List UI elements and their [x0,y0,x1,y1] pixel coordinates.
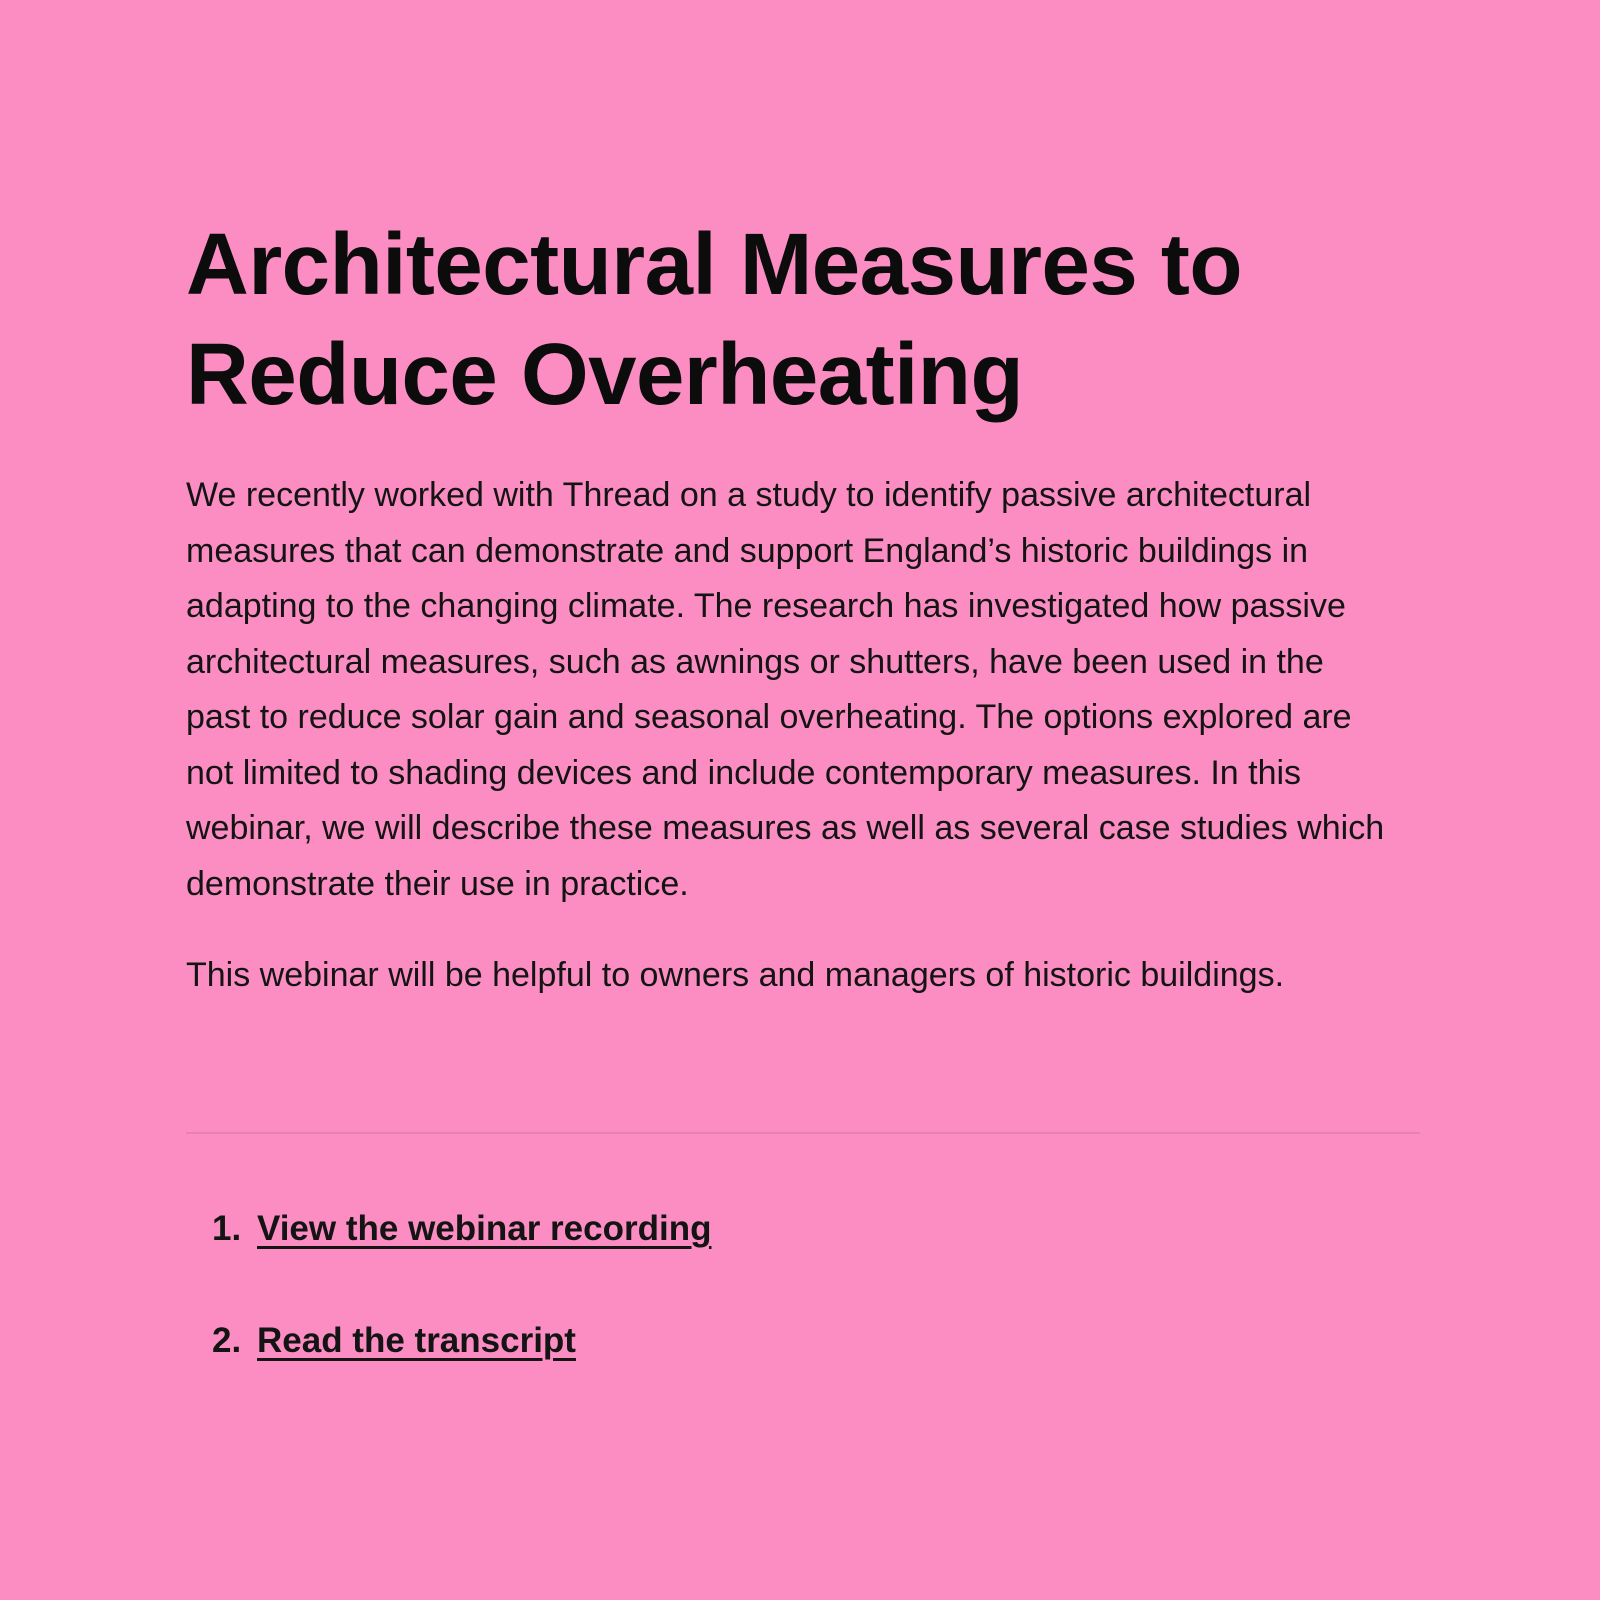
audience-paragraph: This webinar will be helpful to owners and managers of historic buildings. [186,956,1285,994]
transcript-link[interactable]: Read the transcript [257,1320,576,1360]
resource-list [186,1206,1420,1363]
list-item-transcript [212,1318,1420,1363]
list-item-recording [212,1206,1420,1251]
webinar-recording-link[interactable]: View the webinar recording [257,1208,712,1248]
item-number: 1. [212,1208,242,1248]
section-divider [186,1132,1420,1134]
intro-paragraph: We recently worked with Thread on a study to identify passive architectural measures that can demonstrate and support England’s historic buildings in adapting to the changing climate. The research has investigated how passive architectural measures, such as awnings or shutters, have been used in the past to reduce solar gain and seasonal overheating. The options explored are not limited to shading devices and include contemporary measures. In this webinar, we will describe these measures as well as several case studies which demonstrate their use in practice. [186,476,1385,903]
article [186,210,1420,1430]
page-title: Architectural Measures to Reduce Overheating [186,216,1243,423]
item-number: 2. [212,1320,242,1360]
